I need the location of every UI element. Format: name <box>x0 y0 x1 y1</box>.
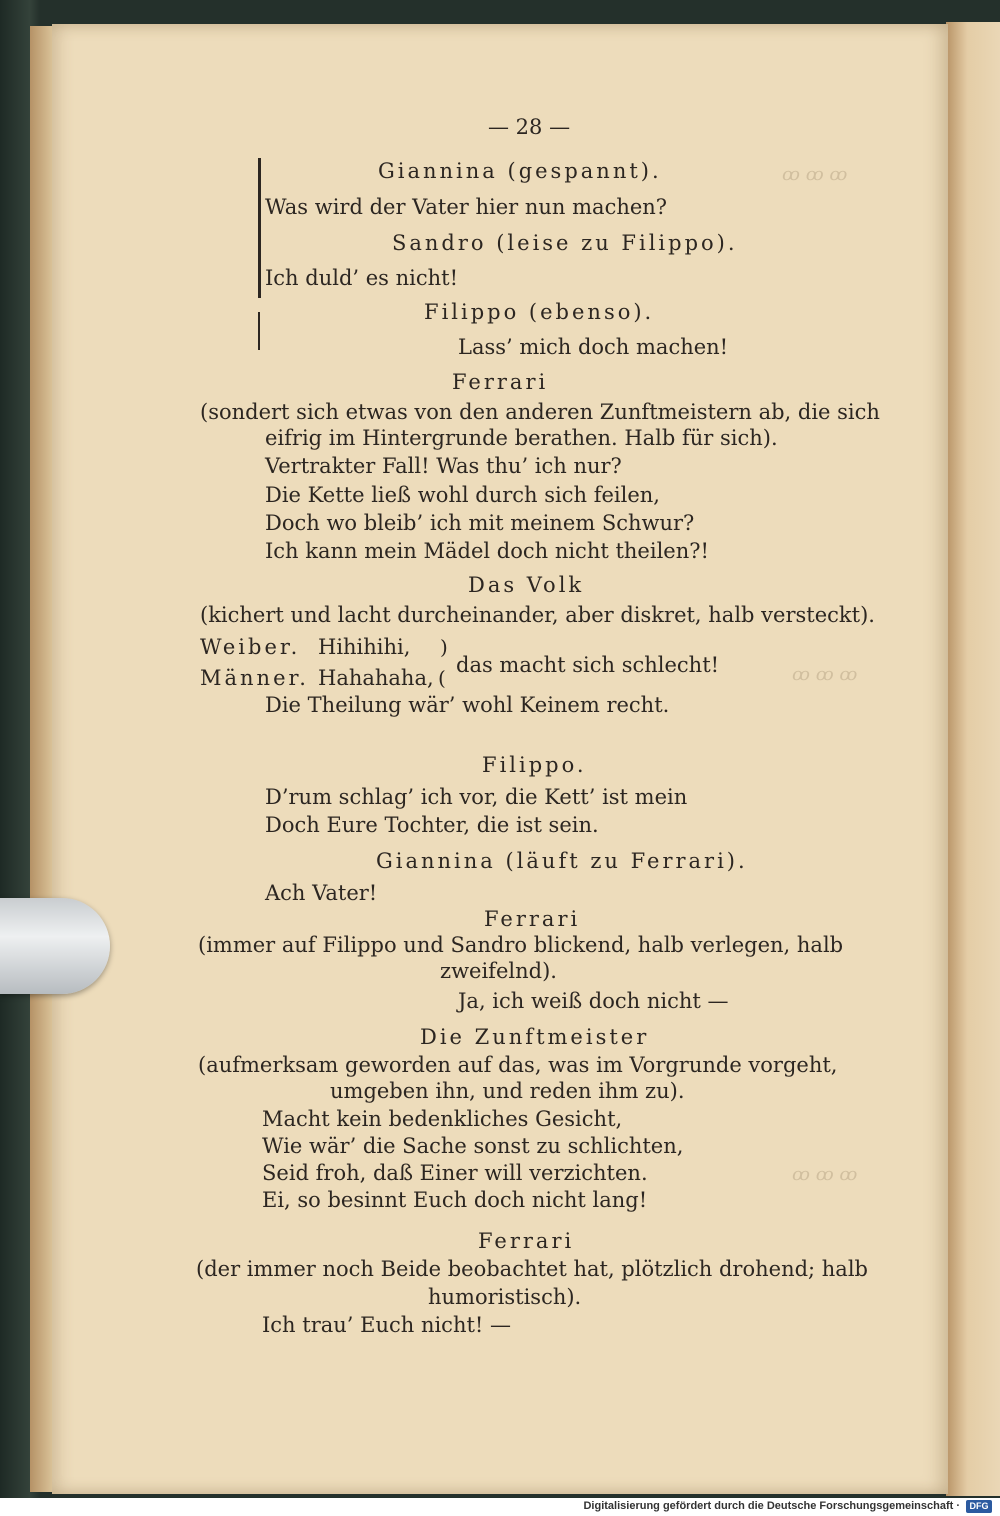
brace-glyph: ( <box>438 666 446 690</box>
scanner-thumb-clip <box>0 898 110 994</box>
verse-line: Seid froh, daß Einer will verzichten. <box>262 1161 648 1185</box>
verse-line: Hihihihi, <box>318 635 411 659</box>
bleed-through-text: ꝏ ꝏ ꝏ <box>782 164 848 185</box>
page-number: — 28 — <box>488 115 571 139</box>
verse-line: Ja, ich weiß doch nicht — <box>458 989 729 1013</box>
stage-direction: (aufmerksam geworden auf das, was im Vorgrunde vorgeht, <box>198 1053 838 1077</box>
speaker-heading: Giannina (gespannt). <box>378 159 662 183</box>
speaker-heading: Das Volk <box>468 573 585 597</box>
stage-direction: umgeben ihn, und reden ihm zu). <box>330 1079 685 1103</box>
stage-direction: (sondert sich etwas von den anderen Zunftmeistern ab, die sich <box>200 400 880 424</box>
speaker-heading: Filippo. <box>482 753 587 777</box>
speaker-heading: Sandro (leise zu Filippo). <box>392 231 738 255</box>
verse-line: das macht sich schlecht! <box>456 653 720 677</box>
stage-direction: (kichert und lacht durcheinander, aber diskret, halb versteckt). <box>200 603 875 627</box>
verse-line: Ich trau’ Euch nicht! — <box>262 1313 512 1337</box>
verse-line: Doch Eure Tochter, die ist sein. <box>265 813 599 837</box>
speaker-heading: Die Zunftmeister <box>420 1025 650 1049</box>
verse-line: Die Theilung wär’ wohl Keinem recht. <box>265 693 670 717</box>
verse-line: Was wird der Vater hier nun machen? <box>265 195 668 219</box>
verse-line: Hahahaha, <box>318 666 434 690</box>
speaker-heading: Giannina (läuft zu Ferrari). <box>376 849 748 873</box>
verse-line: Die Kette ließ wohl durch sich feilen, <box>265 483 660 507</box>
verse-line: Doch wo bleib’ ich mit meinem Schwur? <box>265 511 695 535</box>
speaker-heading: Ferrari <box>452 370 549 394</box>
speaker-heading: Ferrari <box>478 1229 575 1253</box>
brace-glyph: ) <box>440 635 448 659</box>
verse-line: Ei, so besinnt Euch doch nicht lang! <box>262 1188 648 1212</box>
stage-direction: humoristisch). <box>428 1285 582 1309</box>
speaker-heading: Ferrari <box>484 907 581 931</box>
stage-direction: (der immer noch Beide beobachtet hat, plötzlich drohend; halb <box>196 1257 868 1281</box>
verse-line: Ach Vater! <box>265 881 378 905</box>
verse-line: Vertrakter Fall! Was thu’ ich nur? <box>265 454 622 478</box>
verse-line: Macht kein bedenkliches Gesicht, <box>262 1107 623 1131</box>
speaker-label: Weiber. <box>200 635 301 659</box>
margin-bar <box>258 158 261 298</box>
stage-direction: zweifelnd). <box>440 959 557 983</box>
stage-direction: (immer auf Filippo und Sandro blickend, halb verlegen, halb <box>198 933 844 957</box>
speaker-label: Männer. <box>200 666 309 690</box>
verse-line: Lass’ mich doch machen! <box>458 335 729 359</box>
verse-line: D’rum schlag’ ich vor, die Kett’ ist mein <box>265 785 688 809</box>
facing-page-edge <box>946 22 1000 1496</box>
funding-notice: Digitalisierung gefördert durch die Deutsche Forschungsgemeinschaft · <box>583 1500 960 1512</box>
verse-line: Ich duld’ es nicht! <box>265 266 459 290</box>
bleed-through-text: ꝏ ꝏ ꝏ <box>792 664 858 685</box>
speaker-heading: Filippo (ebenso). <box>424 300 655 324</box>
verse-line: Ich kann mein Mädel doch nicht theilen?! <box>265 539 709 563</box>
margin-bar <box>258 312 260 350</box>
verse-line: Wie wär’ die Sache sonst zu schlichten, <box>262 1134 684 1158</box>
footer-bar <box>0 1498 1000 1516</box>
stage-direction: eifrig im Hintergrunde berathen. Halb für sich). <box>265 426 778 450</box>
dfg-logo: DFG <box>966 1500 992 1513</box>
bleed-through-text: ꝏ ꝏ ꝏ <box>792 1164 858 1185</box>
